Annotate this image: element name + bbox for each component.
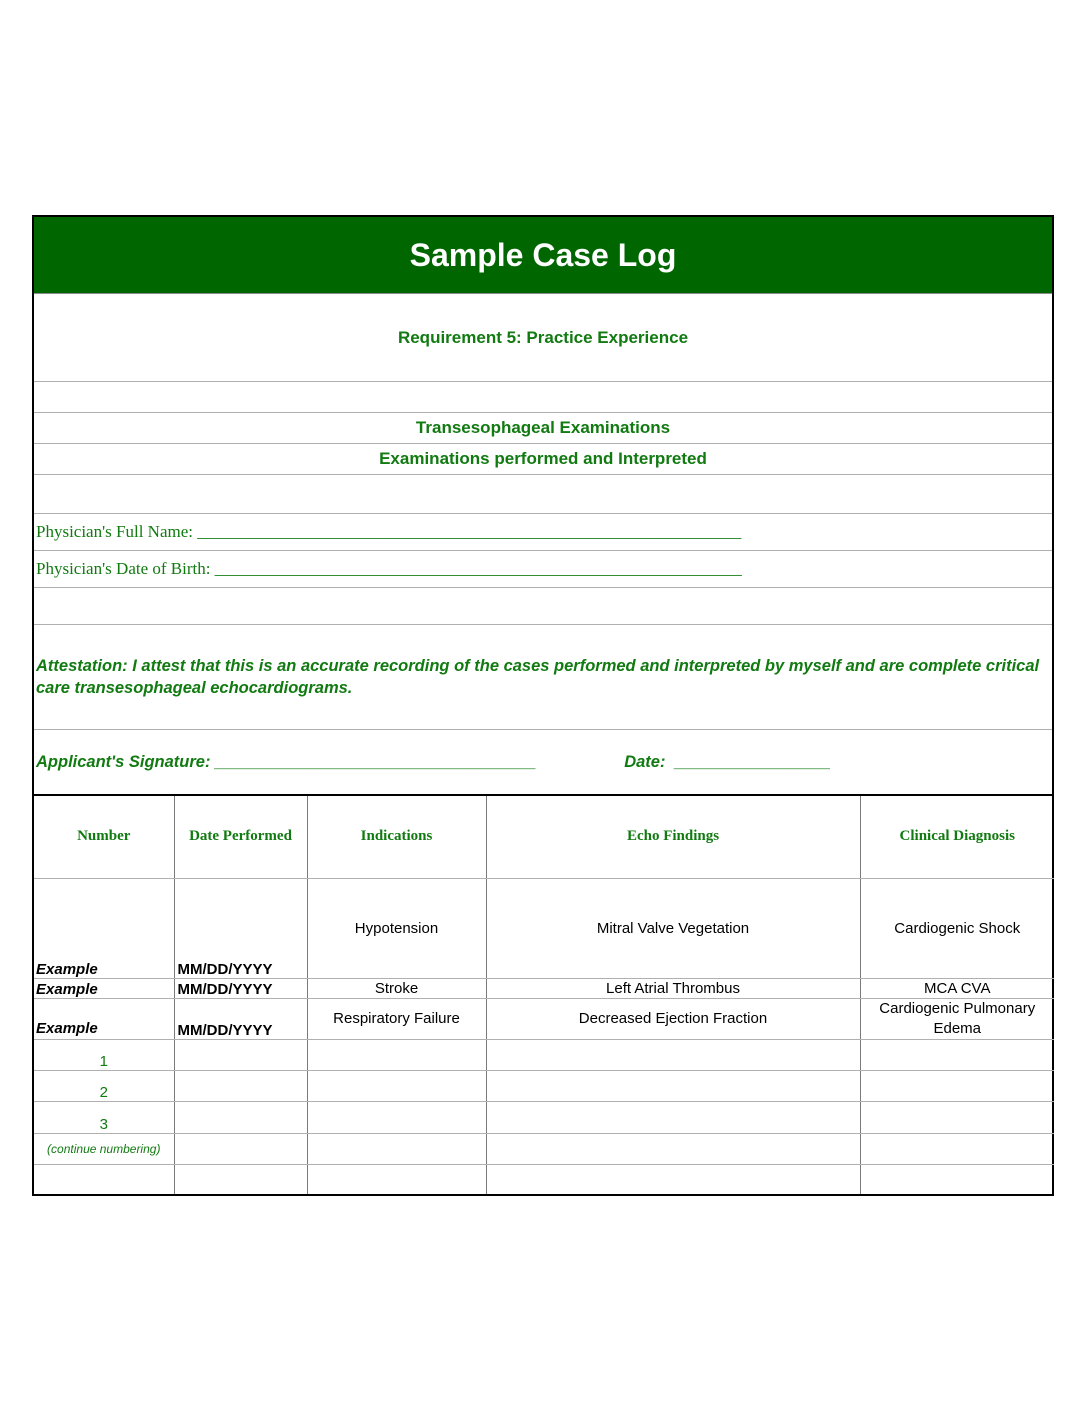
- case-log-sheet: [32, 215, 1054, 1196]
- example-indication: Hypotension: [307, 878, 486, 978]
- section-title: Transesophageal Examinations: [34, 413, 1052, 444]
- diagnosis-cell[interactable]: [860, 1133, 1054, 1164]
- date-cell[interactable]: [174, 1101, 307, 1133]
- example-diagnosis: MCA CVA: [860, 978, 1054, 998]
- example-finding: Mitral Valve Vegetation: [486, 878, 860, 978]
- header-indications: Indications: [307, 795, 486, 878]
- page-title: Sample Case Log: [34, 217, 1052, 294]
- indication-cell[interactable]: [307, 1039, 486, 1070]
- table-row: [34, 1133, 1054, 1164]
- example-date: MM/DD/YYYY: [174, 978, 307, 998]
- requirement-heading: Requirement 5: Practice Experience: [34, 294, 1052, 382]
- finding-cell[interactable]: [486, 1164, 860, 1194]
- row-number: 3: [34, 1101, 174, 1133]
- date-cell[interactable]: [174, 1164, 307, 1194]
- example-label: Example: [34, 878, 174, 978]
- number-cell[interactable]: [34, 1164, 174, 1194]
- finding-cell[interactable]: [486, 1039, 860, 1070]
- diagnosis-cell[interactable]: [860, 1070, 1054, 1101]
- header-clinical-diagnosis: Clinical Diagnosis: [860, 795, 1054, 878]
- row-number: 1: [34, 1039, 174, 1070]
- date-cell[interactable]: [174, 1133, 307, 1164]
- date-cell[interactable]: [174, 1070, 307, 1101]
- example-diagnosis: Cardiogenic Shock: [860, 878, 1054, 978]
- example-indication: Respiratory Failure: [307, 998, 486, 1039]
- example-indication: Stroke: [307, 978, 486, 998]
- signature-date-field[interactable]: Date: _________________: [624, 752, 831, 771]
- indication-cell[interactable]: [307, 1164, 486, 1194]
- table-row: [34, 1070, 1054, 1101]
- diagnosis-cell[interactable]: [860, 1039, 1054, 1070]
- finding-cell[interactable]: [486, 1133, 860, 1164]
- section-subtitle: Examinations performed and Interpreted: [34, 444, 1052, 475]
- continue-note: (continue numbering): [34, 1133, 174, 1164]
- signature-field[interactable]: Applicant's Signature: ___________________________________: [36, 752, 537, 771]
- finding-cell[interactable]: [486, 1070, 860, 1101]
- spacer-row: [34, 475, 1052, 514]
- finding-cell[interactable]: [486, 1101, 860, 1133]
- table-row: [34, 1101, 1054, 1133]
- spacer-row: [34, 382, 1052, 413]
- header-date-performed: Date Performed: [174, 795, 307, 878]
- example-finding: Left Atrial Thrombus: [486, 978, 860, 998]
- header-echo-findings: Echo Findings: [486, 795, 860, 878]
- table-row: [34, 878, 1054, 978]
- indication-cell[interactable]: [307, 1101, 486, 1133]
- spacer-row: [34, 588, 1052, 625]
- date-cell[interactable]: [174, 1039, 307, 1070]
- table-row: [34, 1164, 1054, 1194]
- example-label: Example: [34, 978, 174, 998]
- table-header-row: [34, 795, 1054, 878]
- indication-cell[interactable]: [307, 1133, 486, 1164]
- example-diagnosis: Cardiogenic Pulmonary Edema: [860, 998, 1054, 1039]
- diagnosis-cell[interactable]: [860, 1164, 1054, 1194]
- header-number: Number: [34, 795, 174, 878]
- example-label: Example: [34, 998, 174, 1039]
- physician-name-field[interactable]: Physician's Full Name: ________________________________________________________________: [34, 514, 1052, 551]
- example-date: MM/DD/YYYY: [174, 998, 307, 1039]
- example-finding: Decreased Ejection Fraction: [486, 998, 860, 1039]
- table-row: [34, 1039, 1054, 1070]
- physician-dob-field[interactable]: Physician's Date of Birth: ______________________________________________________________: [34, 551, 1052, 588]
- case-log-table: [34, 794, 1054, 1194]
- diagnosis-cell[interactable]: [860, 1101, 1054, 1133]
- indication-cell[interactable]: [307, 1070, 486, 1101]
- row-number: 2: [34, 1070, 174, 1101]
- example-date: MM/DD/YYYY: [174, 878, 307, 978]
- table-row: [34, 978, 1054, 998]
- table-row: [34, 998, 1054, 1039]
- attestation-text: Attestation: I attest that this is an accurate recording of the cases performed and interpreted by myself and are complete critical care transesophageal echocardiograms.: [34, 625, 1052, 730]
- signature-row: [34, 730, 1052, 794]
